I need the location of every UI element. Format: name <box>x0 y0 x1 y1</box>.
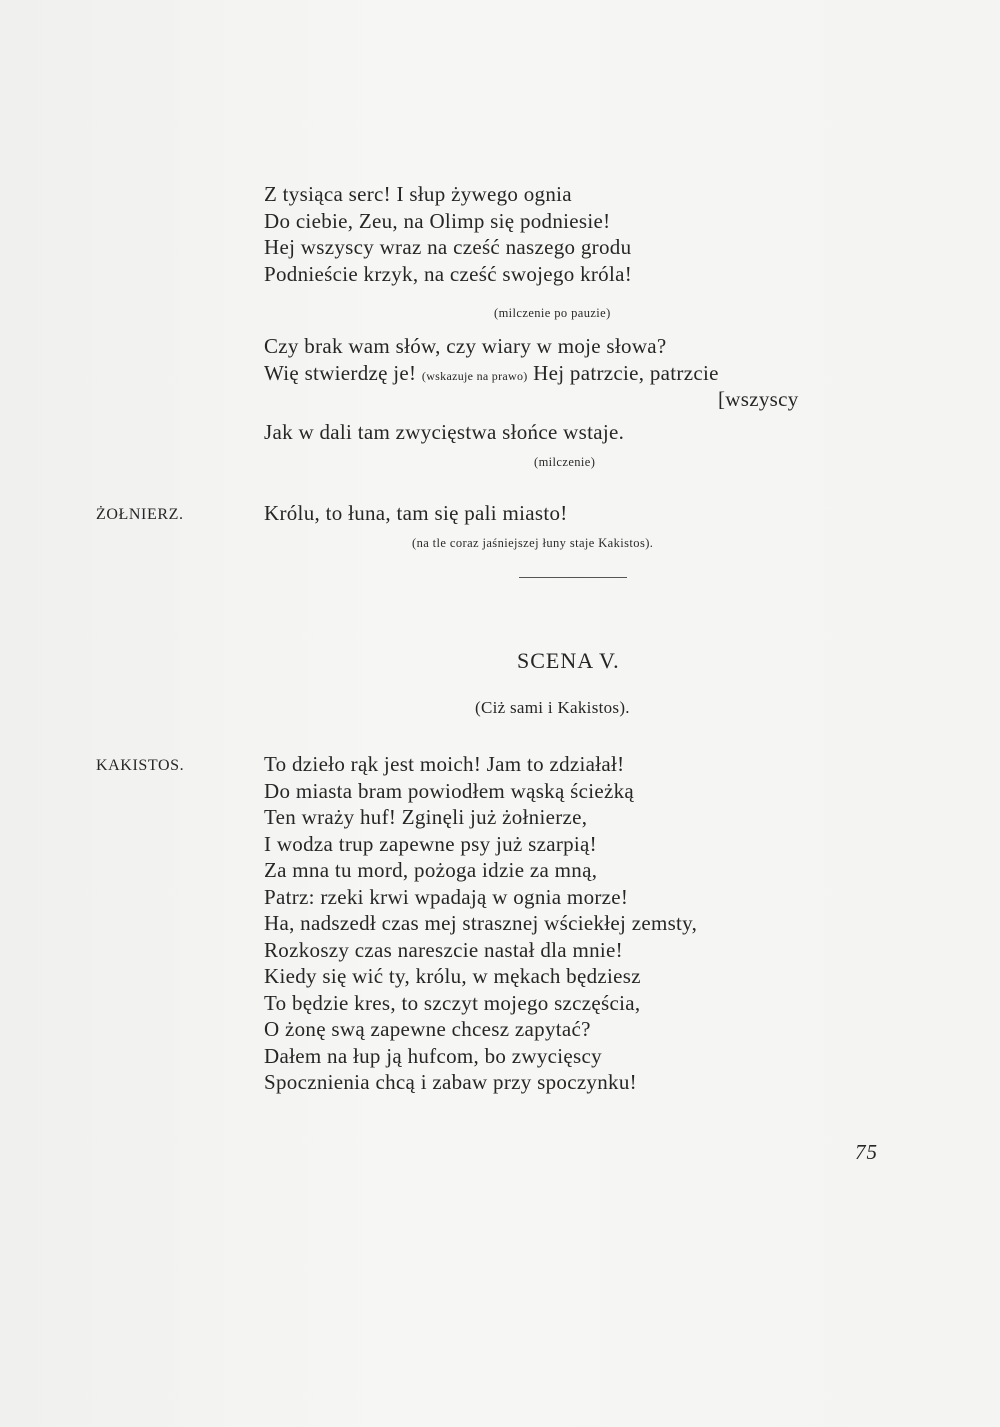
speaker-kakistos: KAKISTOS. <box>96 757 185 774</box>
verse-line-part: Hej patrzcie, patrzcie <box>533 360 719 385</box>
scene-subtitle: (Ciż sami i Kakistos). <box>475 698 630 717</box>
verse-line: Kiedy się wić ty, królu, w mękach będziesz <box>264 964 641 988</box>
speaker-soldier: ŻOŁNIERZ. <box>96 506 184 523</box>
section-divider <box>519 577 627 578</box>
stage-direction-pause: (milczenie po pauzie) <box>494 306 611 320</box>
page-number: 75 <box>855 1140 878 1164</box>
verse-line-part: Wię stwierdzę je! <box>264 360 417 385</box>
verse-line: Do ciebie, Zeu, na Olimp się podniesie! <box>264 208 611 233</box>
stage-direction-glow: (na tle coraz jaśniejszej łuny staje Kakistos). <box>412 536 654 550</box>
verse-soldier <box>264 500 568 527</box>
verse-line: Patrz: rzeki krwi wpadają w ognia morze! <box>264 884 629 909</box>
verse-turnover-text: [wszyscy <box>718 387 799 411</box>
verse-line: Jak w dali tam zwycięstwa słońce wstaje. <box>264 420 625 444</box>
verse-line: To dzieło rąk jest moich! Jam to zdziałał! <box>264 752 625 776</box>
verse-line: Rozkoszy czas nareszcie nastał dla mnie! <box>264 937 623 962</box>
stage-direction-silence: (milczenie) <box>534 455 596 469</box>
verse-line: Podnieście krzyk, na cześć swojego króla! <box>264 261 633 286</box>
verse-line: Królu, to łuna, tam się pali miasto! <box>264 501 568 525</box>
verse-line: To będzie kres, to szczyt mojego szczęścia, <box>264 990 641 1015</box>
verse-line: Do miasta bram powiodłem wąską ścieżką <box>264 778 635 803</box>
verse-line: Ha, nadszedł czas mej strasznej wściekłej zemsty, <box>264 911 698 935</box>
stage-direction-inline: (wskazuje na prawo) <box>421 368 528 383</box>
verse-passage-2-end <box>264 419 624 446</box>
verse-line: O żonę swą zapewne chcesz zapytać? <box>264 1017 591 1041</box>
verse-line: Dałem na łup ją hufcom, bo zwycięscy <box>264 1043 602 1068</box>
verse-passage-2 <box>264 333 719 386</box>
verse-line: Za mna tu mord, pożoga idzie za mną, <box>264 858 598 882</box>
verse-line: Z tysiąca serc! I słup żywego ognia <box>264 182 572 206</box>
verse-line: I wodza trup zapewne psy już szarpią! <box>264 831 597 856</box>
verse-line-with-stage <box>264 360 719 387</box>
verse-kakistos <box>264 751 697 1096</box>
verse-passage-1 <box>264 181 632 287</box>
verse-turnover <box>718 386 799 413</box>
verse-line: Spocznienia chcą i zabaw przy spoczynku! <box>264 1070 637 1094</box>
verse-line: Ten wraży huf! Zginęli już żołnierze, <box>264 805 588 829</box>
scene-title: SCENA V. <box>517 648 620 673</box>
verse-line: Czy brak wam słów, czy wiary w moje słowa? <box>264 334 667 358</box>
verse-line: Hej wszyscy wraz na cześć naszego grodu <box>264 235 632 259</box>
